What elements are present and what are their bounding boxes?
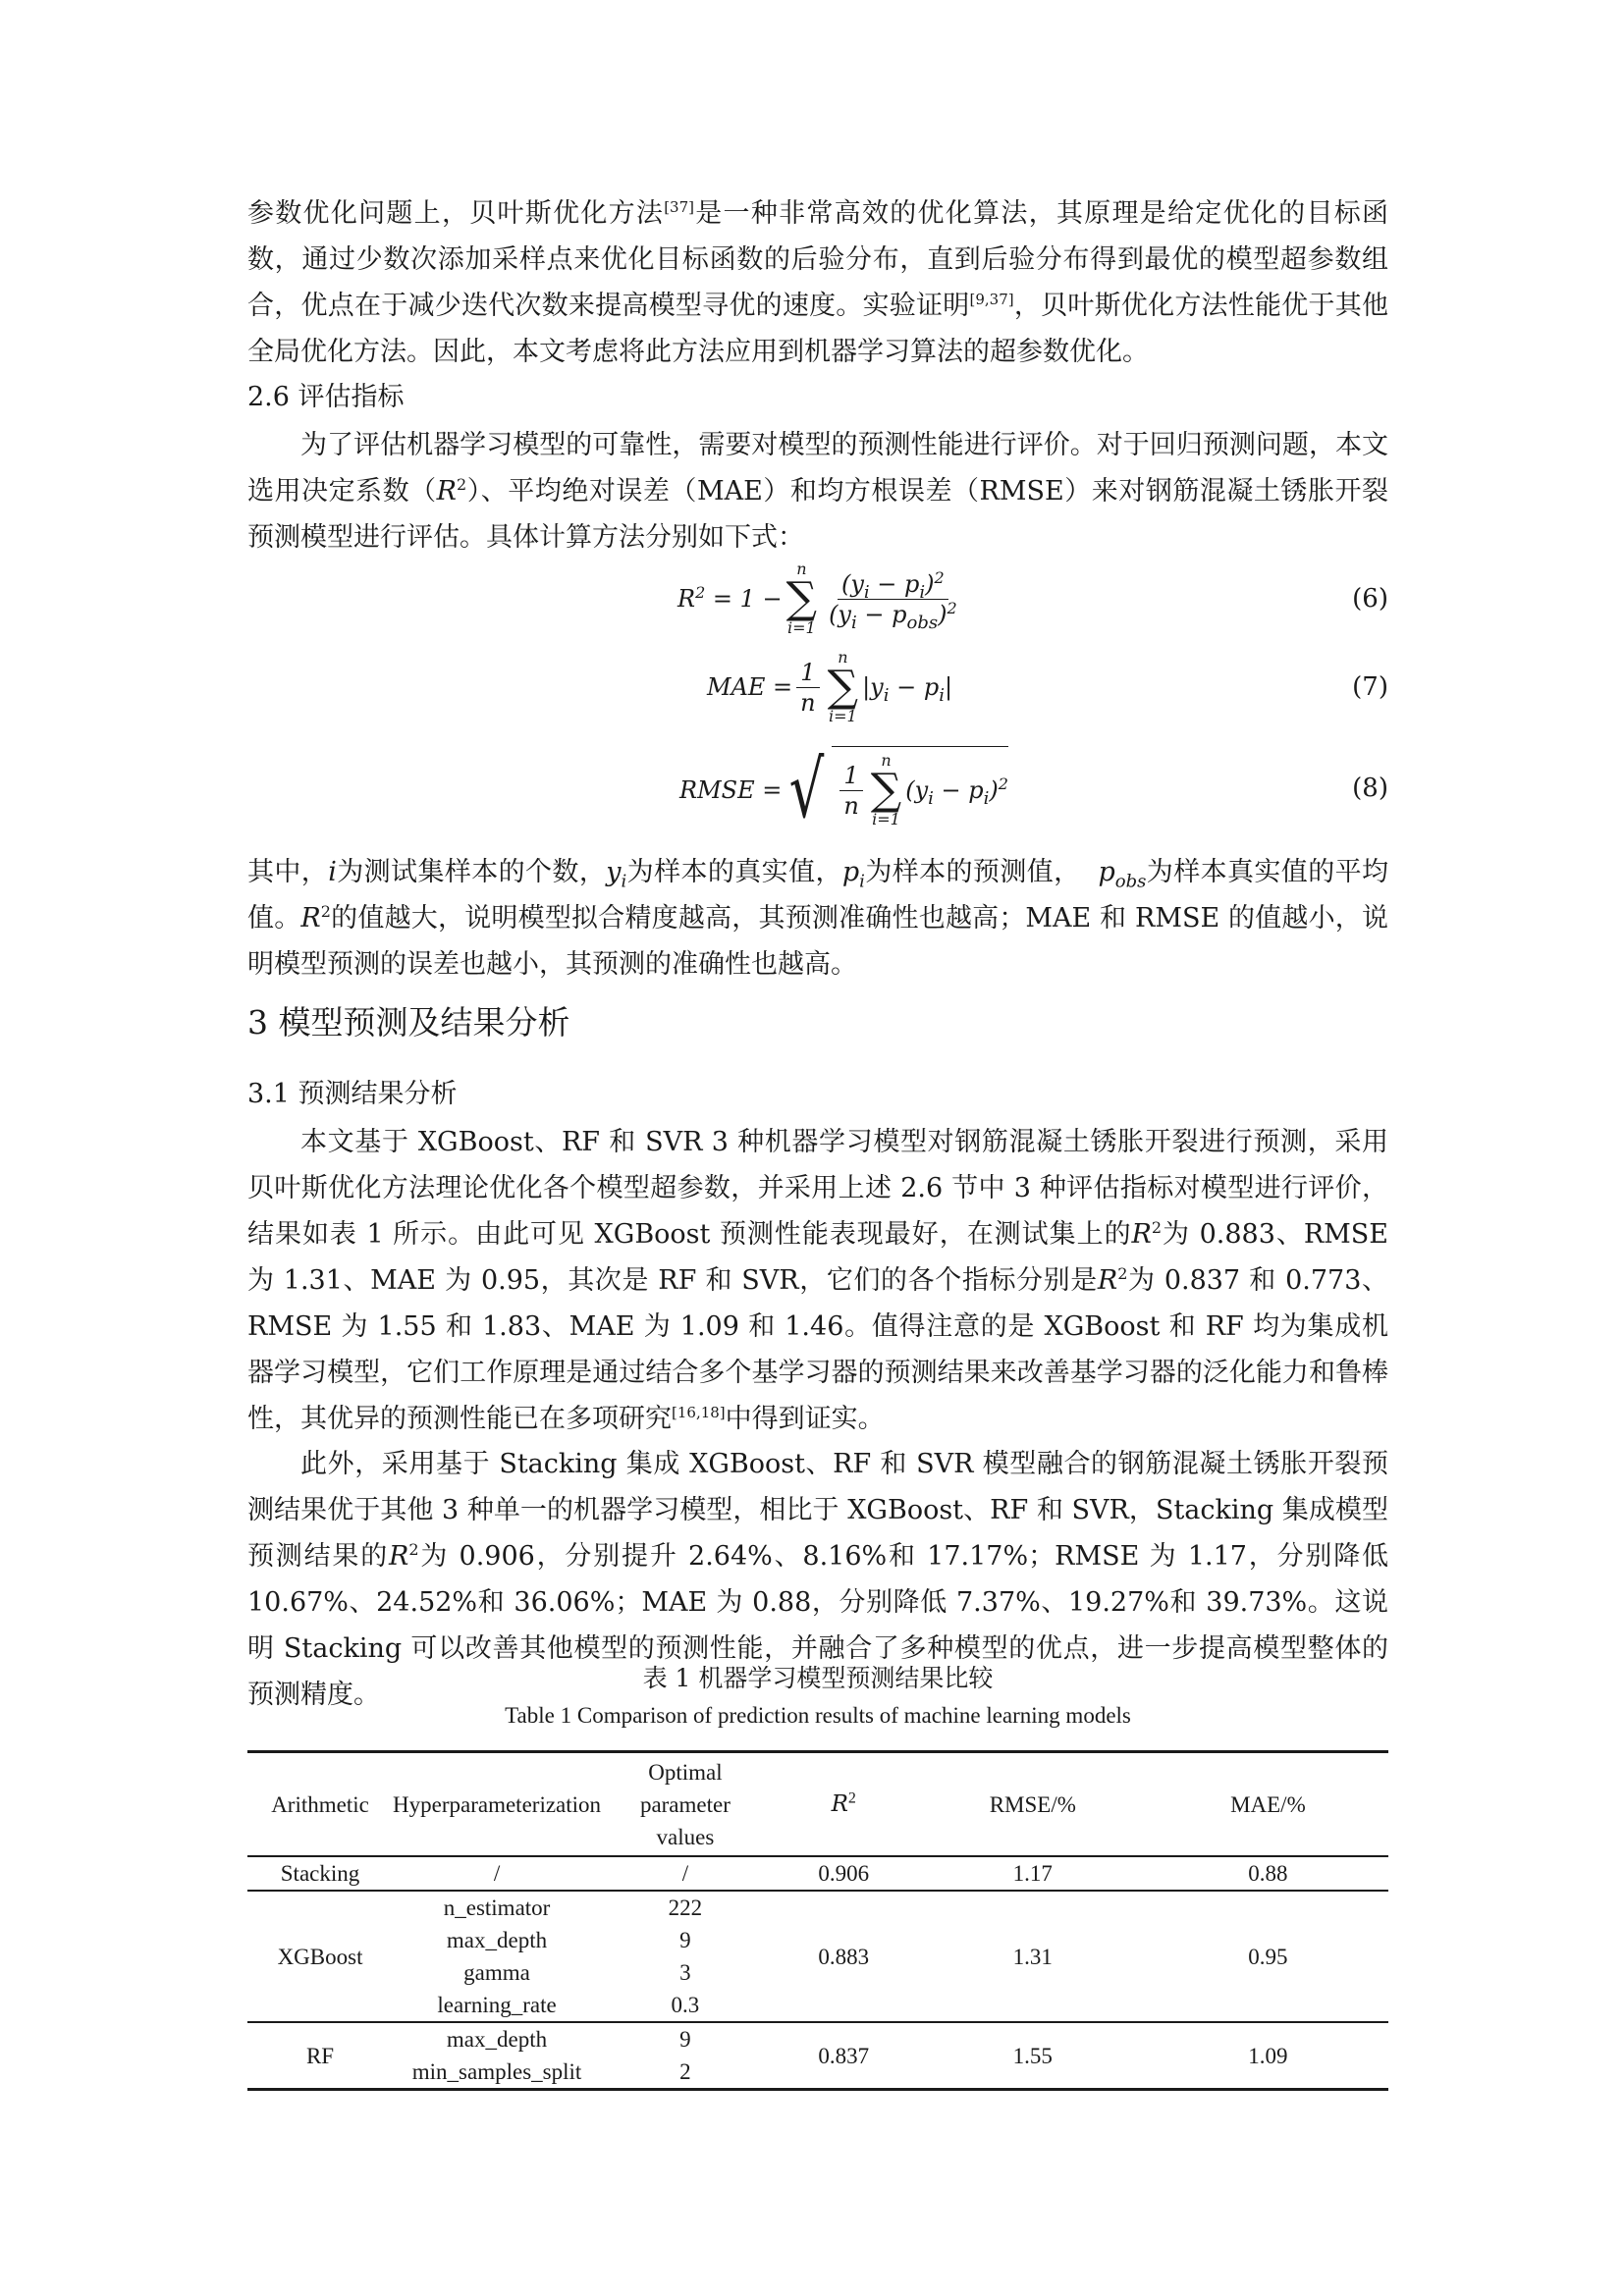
section-heading-3-1: 3.1 预测结果分析 [247, 1079, 458, 1109]
citation-16-18: [16,18] [672, 1404, 726, 1421]
equation-r2 [247, 555, 1388, 643]
equation-number-8: (8) [1352, 774, 1388, 803]
table-row-rf: RF max_depth 9 0.837 1.55 1.09 [305, 2027, 1288, 2068]
table-row-rf-param: min_samples_split 2 [411, 2059, 691, 2084]
section-heading-3: 3 模型预测及结果分析 [247, 1003, 570, 1041]
header-mae: MAE/% [1230, 1791, 1306, 1817]
header-rmse: RMSE/% [989, 1791, 1076, 1817]
header-optimal-values: Optimal parameter values [639, 1759, 731, 1849]
equation-mae-body: MAE = $\frac{1}{n}$ n ∑ i=1 $|y_i - p_i|$ [707, 648, 953, 725]
header-r2: $R^2$ [831, 1789, 856, 1817]
r2-symbol: R [436, 476, 458, 507]
table-row-xgboost-param: gamma 3 [463, 1960, 691, 1985]
equation-rmse-body: RMSE = √ $\frac{1}{n}$ n ∑ i=1 $(y_i - p_i)^2$ [679, 743, 1008, 835]
equation-number-7: (7) [1352, 672, 1388, 702]
paragraph-stacking: 此外，采用基于 Stacking 集成 XGBoost、RF 和 SVR 模型融合的钢筋混凝土锈胀开裂预测结果优于其他 3 种单一的机器学习模型，相比于 XGBoost、RF 和 SVR，Stacking 集成模型预测结果的$R^2$为 0.906，分别提升 2.64%、8.16%和 17.17%；RMSE 为 1.17，分别降低 10.67%、24.52%和 36.06%；MAE 为 0.88，分别降低 7.37%、19.27%和 39.73%。这说明 Stacking 可以改善其他模型的预测性能，并融合了多种模型的优点，进一步提高模型整体的预测精度。 [247, 1449, 1388, 1710]
equation-number-6: (6) [1352, 584, 1388, 614]
equation-r2-body: $R^2 = 1$ − n ∑ i=1 $\frac{(y_i - p_i)^2}{(y_i - p_{obs})^2}$ [677, 560, 957, 637]
table-row-xgboost-param: max_depth 9 [446, 1928, 691, 1952]
header-hyperparameterization: Hyperparameterization [393, 1791, 602, 1817]
citation-9-37: [9,37] [969, 291, 1014, 308]
paragraph-bayesian: 参数优化问题上，贝叶斯优化方法[37]是一种非常高效的优化算法，其原理是给定优化的目标函数，通过少数次添加采样点来优化目标函数的后验分布，直到后验分布得到最优的模型超参数组合，优点在于减少迭代次数来提高模型寻优的速度。实验证明[9,37]，贝叶斯优化方法性能优于其他全局优化方法。因此，本文考虑将此方法应用到机器学习算法的超参数优化。 [247, 198, 1389, 367]
section-heading-2-6: 2.6 评估指标 [247, 382, 405, 412]
table-caption-english: Table 1 Comparison of prediction results of machine learning models [505, 1703, 1131, 1728]
table-row-stacking: Stacking / / 0.906 1.17 0.88 [280, 1861, 1288, 1886]
table-caption-chinese: 表 1 机器学习模型预测结果比较 [642, 1664, 994, 1692]
table-header-row [247, 1752, 1388, 1857]
header-arithmetic: Arithmetic [271, 1791, 369, 1817]
citation-37: [37] [664, 198, 694, 216]
table-row-xgboost-param: learning_rate 0.3 [437, 1993, 700, 2017]
results-table [247, 1750, 1388, 2091]
paragraph-definitions: 其中，i为测试集样本的个数，$y_i$为样本的真实值，$p_i$为样本的预测值， $p_{obs}$为样本真实值的平均值。$R^2$的值越大，说明模型拟合精度越高，其预测准确性也越高；MAE 和 RMSE 的值越小，说明模型预测的误差也越小，其预测的准确性也越高。 [247, 857, 1389, 980]
equation-rmse [247, 738, 1388, 841]
table-row-xgboost: XGBoost n_estimator 222 0.883 1.31 0.95 [277, 1896, 1288, 1969]
paragraph-results: 本文基于 XGBoost、RF 和 SVR 3 种机器学习模型对钢筋混凝土锈胀开裂进行预测，采用贝叶斯优化方法理论优化各个模型超参数，并采用上述 2.6 节中 3 种评估指标对模型进行评价，结果如表 1 所示。由此可见 XGBoost 预测性能表现最好，在测试集上的$R^2$为 0.883、RMSE 为 1.31、MAE 为 0.95，其次是 RF 和 SVR，它们的各个指标分别是$R^2$为 0.837 和 0.773、RMSE 为 1.55 和 1.83、MAE 为 1.09 和 1.46。值得注意的是 XGBoost 和 RF 均为集成机器学习模型，它们工作原理是通过结合多个基学习器的预测结果来改善基学习器的泛化能力和鲁棒性，其优异的预测性能已在多项研究[16,18]中得到证实。 [247, 1127, 1389, 1434]
paragraph-metrics-intro: 为了评估机器学习模型的可靠性，需要对模型的预测性能进行评价。对于回归预测问题，本文选用决定系数$(R^2)$、平均绝对误差（MAE）和均方根误差（RMSE）来对钢筋混凝土锈胀开裂预测模型进行评估。具体计算方法分别如下式： [247, 430, 1388, 553]
equation-mae [247, 643, 1388, 731]
